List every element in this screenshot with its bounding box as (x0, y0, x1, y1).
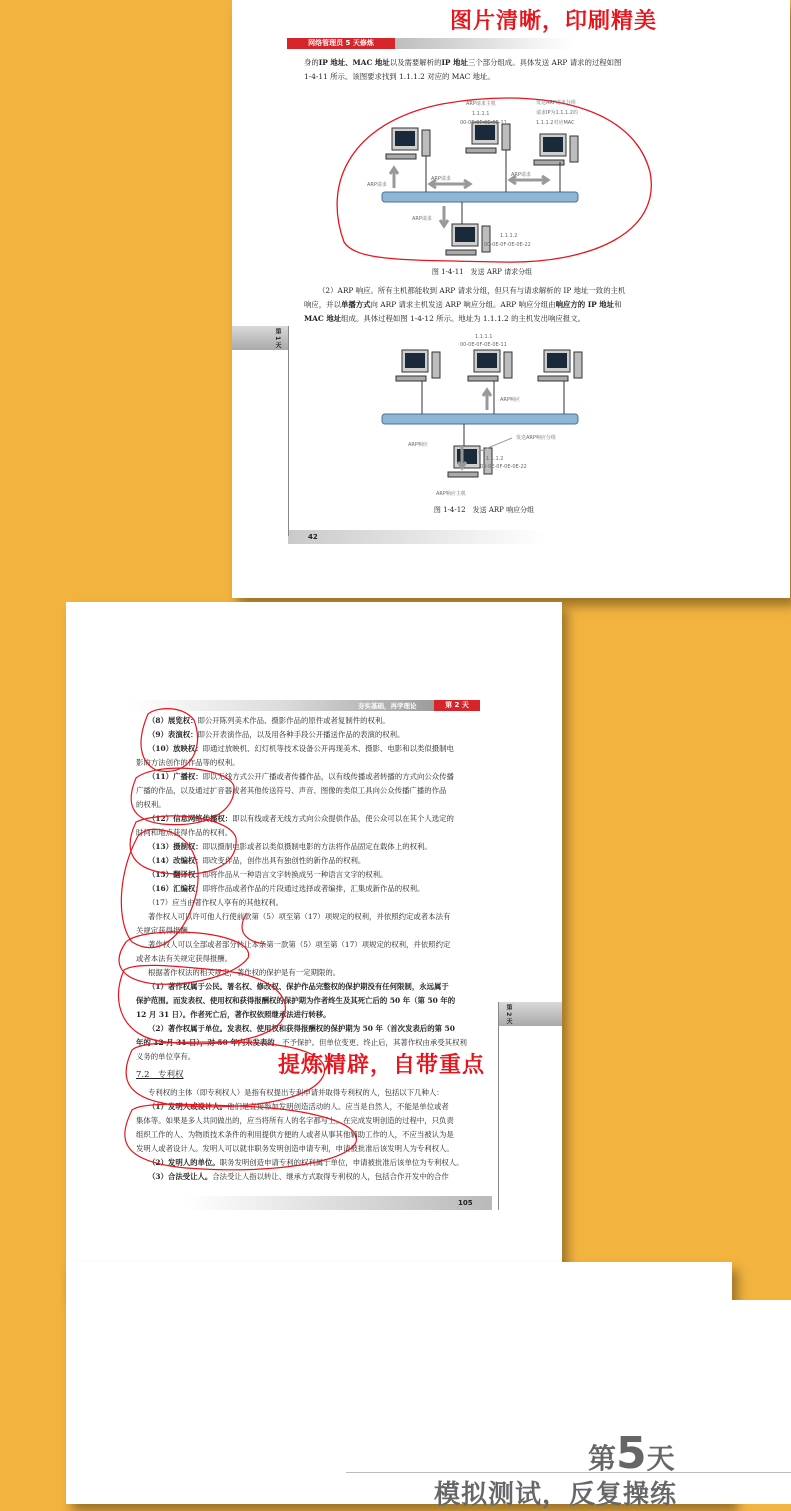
header-tag: 网络管理员 5 天修炼 (287, 38, 395, 49)
fig1-note-2: 请求IP为1.1.1.2的 (536, 110, 578, 116)
text-line: 组织工作的人、为物质技术条件的利用提供方便的人或者从事其他辅助工作的人，不应当被认为是 (136, 1130, 454, 1139)
fig1-host-bottom-mac: 00-0E-0F-0E-0E-22 (484, 242, 531, 248)
text-line: 的权利。 (136, 800, 166, 809)
page-number-strip (186, 1196, 492, 1210)
fig2-host-top-mac: 00-0E-0F-0E-0E-11 (460, 342, 507, 348)
text-line: （1）著作权属于公民。署名权、修改权、保护作品完整权的保护期没有任何限制，永远属于 (148, 982, 449, 991)
figure-arp-response (362, 334, 702, 504)
side-tab-day2: 第 2 天 (498, 1002, 562, 1026)
computer-icon (538, 350, 582, 414)
fig2-host-bottom-ip: 1.1.1.2 (486, 456, 504, 462)
text-line: 著作权人可以许可他人行使前款第（5）项至第（17）项规定的权利，并依照约定或者本法有 (148, 912, 451, 921)
fig1-arp-label: ARP请求 (367, 182, 387, 188)
page-number: 42 (308, 533, 318, 541)
header-small-text: 夯实基础，再学理论 (358, 702, 417, 710)
text-line: （2）著作权属于单位。发表权、使用权和获得报酬权的保护期为 50 年（首次发表后的第 50 (148, 1024, 455, 1033)
section-title: 7.2 专利权 (136, 1070, 184, 1080)
text-line: （16）汇编权：即将作品或者作品的片段通过选择或者编排，汇集成新作品的权利。 (148, 884, 425, 893)
text-line: 年的 12 月 31 日），对 50 年内未发表的，不予保护。但单位变更、终止后，其著作权由承受其权利 (136, 1038, 467, 1047)
page-frame-line (498, 1002, 499, 1210)
text-line: （9）表演权：即公开表演作品，以及用各种手段公开播送作品的表演的权利。 (148, 730, 405, 739)
page-number: 105 (458, 1199, 473, 1207)
paragraph-1: 身的IP 地址、MAC 地址以及需要解析的IP 地址三个部分组成。具体发送 ARP 请求的过程如图 1-4-11 所示。该图要求找到 1.1.1.2 对应的 MAC 地址。 (304, 58, 622, 81)
fig2-host-bottom-label: ARP响应主机 (436, 491, 466, 497)
fig1-arp-label: ARP请求 (431, 176, 451, 182)
middle-page (66, 602, 562, 1298)
text-line: （3）合法受让人。合法受让人指以转让、继承方式取得专利权的人，包括合作开发中的合作 (148, 1172, 449, 1181)
text-line: （15）翻译权：即将作品从一种语言文字转换成另一种语言文字的权利。 (148, 870, 388, 879)
text-line: 集体等。如果是多人共同做出的，应当将所有人的名字都写上。在完成发明创造的过程中，只负责 (136, 1116, 454, 1125)
text-line: 专利权的主体（即专利权人）是指有权提出专利申请并取得专利权的人，包括以下几种人： (148, 1088, 444, 1097)
side-tab-day1: 第 1 天 (232, 326, 288, 350)
handwritten-marks (66, 602, 562, 1298)
fig1-host-top-ip: 1.1.1.1 (472, 111, 490, 117)
figure-1-caption: 图 1-4-11 发送 ARP 请求分组 (431, 268, 533, 276)
paragraph-2: （2）ARP 响应。所有主机都能收到 ARP 请求分组，但只有与请求解析的 IP 地址一致的主机 响应，并以单播方式向 ARP 请求主机发送 ARP 响应分组。ARP 响应分组由响应方的 IP 地址和 MAC 地址组成。具体过程如图 1-4-12 所示。地址为 1.1.1.2 的主机发出响应报文。 (304, 286, 626, 323)
text-line: 12 月 31 日）。作者死亡后，著作权依照继承法进行转移。 (136, 1010, 331, 1019)
fig2-host-bottom-mac: 00-0E-0F-0E-0E-22 (480, 464, 527, 470)
bottom-page-fill (66, 1300, 791, 1504)
computer-icon (534, 134, 578, 192)
banner-key-points: 提炼精辟，自带重点 (278, 1053, 486, 1078)
fig1-host-top-label: ARP请求主机 (466, 101, 496, 107)
computer-icon (466, 122, 510, 192)
fig2-send-note: 发送ARP响应分组 (516, 435, 556, 441)
fig1-note-1: 发送ARP请求分组 (536, 100, 576, 106)
computer-icon (468, 350, 512, 414)
fig2-arp-response-label: ARP响应 (500, 397, 520, 403)
header-bar (395, 38, 575, 49)
text-line: 时间和地点获得作品的权利。 (136, 828, 233, 837)
figure-2-caption: 图 1-4-12 发送 ARP 响应分组 (433, 506, 535, 514)
banner-clear-print: 图片清晰，印刷精美 (450, 9, 658, 34)
text-line: 影的方法创作的作品等的权利。 (136, 758, 240, 767)
text-line: （10）放映权：即通过放映机、幻灯机等技术设备公开再现美术、摄影、电影和以类似摄制电 (148, 744, 454, 753)
text-line: （1）发明人或设计人。他们是直接参加发明创造活动的人。应当是自然人，不能是单位或者 (148, 1102, 449, 1111)
text-line: 根据著作权法的相关规定，著作权的保护是有一定期限的。 (148, 968, 341, 977)
text-line: 发明人或者设计人。发明人可以就非职务发明创造申请专利，申请被批准后该发明人为专利权人。 (136, 1144, 454, 1153)
day-subtitle: 模拟测试，反复操练 (434, 1480, 678, 1510)
bottom-divider (346, 1472, 791, 1473)
fig1-note-3: 1.1.1.2对应MAC (536, 120, 575, 126)
text-line: （12）信息网络传播权：即以有线或者无线方式向公众提供作品，使公众可以在其个人选定的 (148, 814, 454, 823)
fig1-arp-label: ARP请求 (511, 172, 531, 178)
header-tag: 第 2 天 (434, 700, 480, 711)
text-line: （17）应当由著作权人享有的其他权利。 (148, 898, 284, 907)
fig1-host-bottom-ip: 1.1.1.2 (500, 233, 518, 239)
fig2-arp-response-label: ARP响应 (408, 442, 428, 448)
page-number-strip (288, 530, 548, 544)
text-line: 著作权人可以全部或者部分转让本条第一款第（5）项至第（17）项规定的权利，并依照约定 (148, 940, 451, 949)
fig2-host-top-ip: 1.1.1.1 (475, 334, 493, 340)
day-label: 第5天 (588, 1428, 675, 1479)
page-frame-line (288, 326, 289, 536)
text-line: 义务的单位享有。 (136, 1052, 196, 1061)
text-line: （14）改编权：即改变作品，创作出具有独创性的新作品的权利。 (148, 856, 366, 865)
text-line: 关规定获得报酬。 (136, 926, 196, 935)
text-line: 或者本法有关规定获得报酬。 (136, 954, 233, 963)
text-line: （13）摄制权：即以摄制电影或者以类似摄制电影的方法将作品固定在载体上的权利。 (148, 842, 432, 851)
fig1-host-top-mac: 00-0E-0F-0E-0E-11 (460, 120, 507, 126)
computer-icon (396, 350, 440, 414)
text-line: 广播的作品，以及通过扩音器或者其他传送符号、声音、图像的类似工具向公众传播广播的作品 (136, 786, 447, 795)
text-line: （11）广播权：即以无线方式公开广播或者传播作品，以有线传播或者转播的方式向公众传播 (148, 772, 454, 781)
top-page (232, 0, 790, 598)
fig1-arp-label: ARP请求 (412, 216, 432, 222)
text-line: （2）发明人的单位。职务发明创造申请专利的权利属于单位，申请被批准后该单位为专利权人。 (148, 1158, 464, 1167)
text-line: 保护范围。而发表权、使用权和获得报酬权的保护期为作者终生及其死亡后的 50 年（第 50 年的 (136, 996, 456, 1005)
text-line: （8）展览权：即公开陈列美术作品、摄影作品的原件或者复制件的权利。 (148, 716, 390, 725)
